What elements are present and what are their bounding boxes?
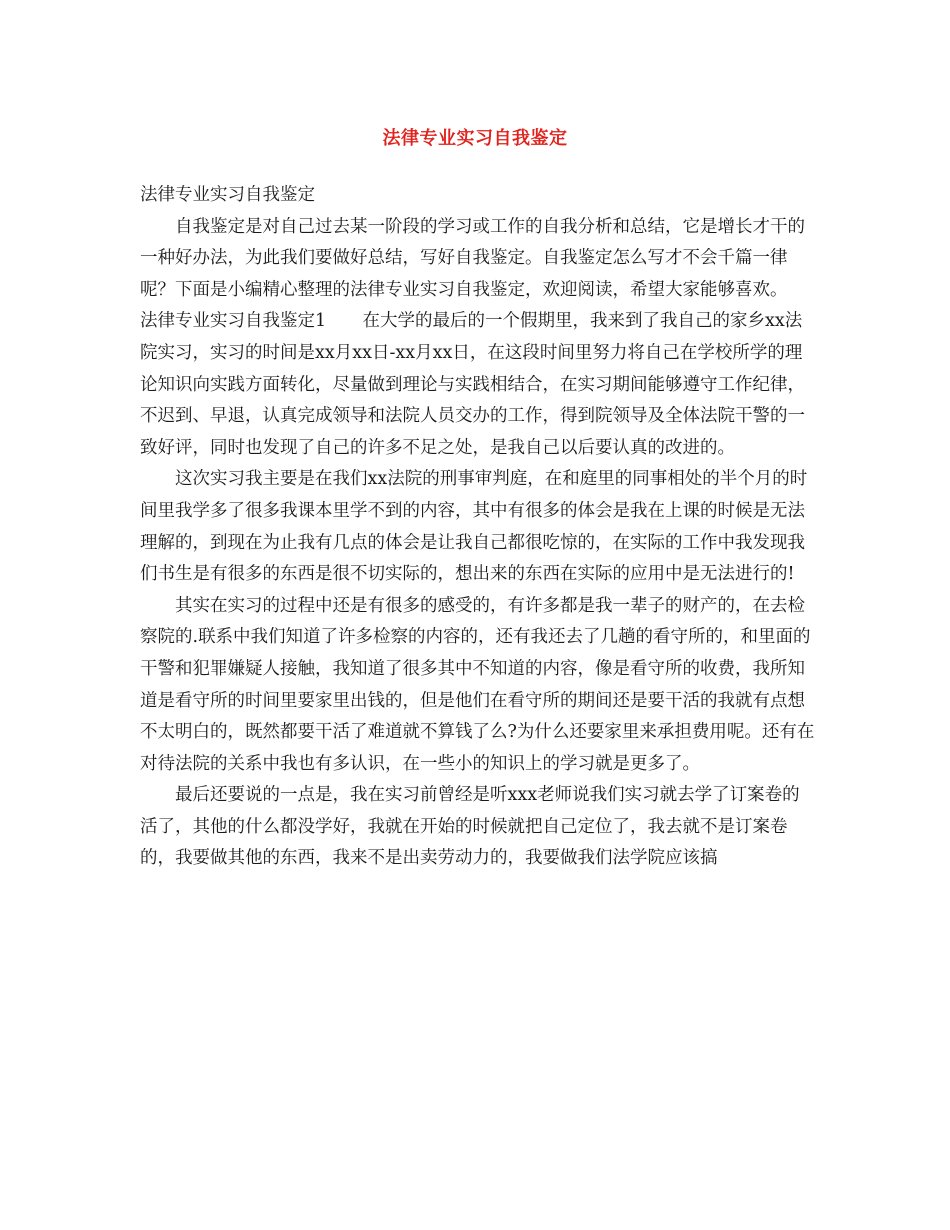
paragraph-intro: 自我鉴定是对自己过去某一阶段的学习或工作的自我分析和总结，它是增长才干的一种好办法，为此我们要做好总结，写好自我鉴定。自我鉴定怎么写才不会千篇一律呢？下面是小编精心整理的法律专业实习自我鉴定，欢迎阅读，希望大家能够喜欢。	[140, 216, 805, 300]
paragraph-procuratorate: 其实在实习的过程中还是有很多的感受的，有许多都是我一辈子的财产的，在去检察院的.联系中我们知道了许多检察的内容的，还有我还去了几趟的看守所的，和里面的干警和犯罪嫌疑人接触，我知道了很多其中不知道的内容，像是看守所的收费，我所知道是看守所的时间里要家里出钱的，但是他们在看守所的期间还是要干活的我就有点想不太明白的，既然都要干活了难道就不算钱了么?为什么还要家里来承担费用呢。还有在对待法院的关系中我也有多认识，在一些小的知识上的学习就是更多了。	[140, 595, 815, 774]
document-subtitle: 法律专业实习自我鉴定	[140, 185, 315, 205]
paragraph-criminal-court: 这次实习我主要是在我们xx法院的刑事审判庭，在和庭里的同事相处的半个月的时间里我学多了很多我课本里学不到的内容，其中有很多的体会是我在上课的时候是无法理解的，到现在为止我有几点的体会是让我自己都很吃惊的，在实际的工作中我发现我们书生是有很多的东西是很不切实际的，想出来的东西在实际的应用中是无法进行的!	[140, 469, 808, 585]
paragraph-section-1: 法律专业实习自我鉴定1 在大学的最后的一个假期里，我来到了我自己的家乡xx法院实习，实习的时间是xx月xx日-xx月xx日，在这段时间里努力将自己在学校所学的理论知识向实践方面转化，尽量做到理论与实践相结合，在实习期间能够遵守工作纪律，不迟到、早退，认真完成领导和法院人员交办的工作，得到院领导及全体法院干警的一致好评，同时也发现了自己的许多不足之处，是我自己以后要认真的改进的。	[140, 311, 805, 458]
document-body	[140, 180, 816, 875]
paragraph-conclusion: 最后还要说的一点是，我在实习前曾经是听xxx老师说我们实习就去学了订案卷的活了，其他的什么都没学好，我就在开始的时候就把自己定位了，我去就不是订案卷的，我要做其他的东西，我来不是出卖劳动力的，我要做我们法学院应该搞	[140, 785, 800, 869]
document-title: 法律专业实习自我鉴定	[382, 128, 568, 149]
